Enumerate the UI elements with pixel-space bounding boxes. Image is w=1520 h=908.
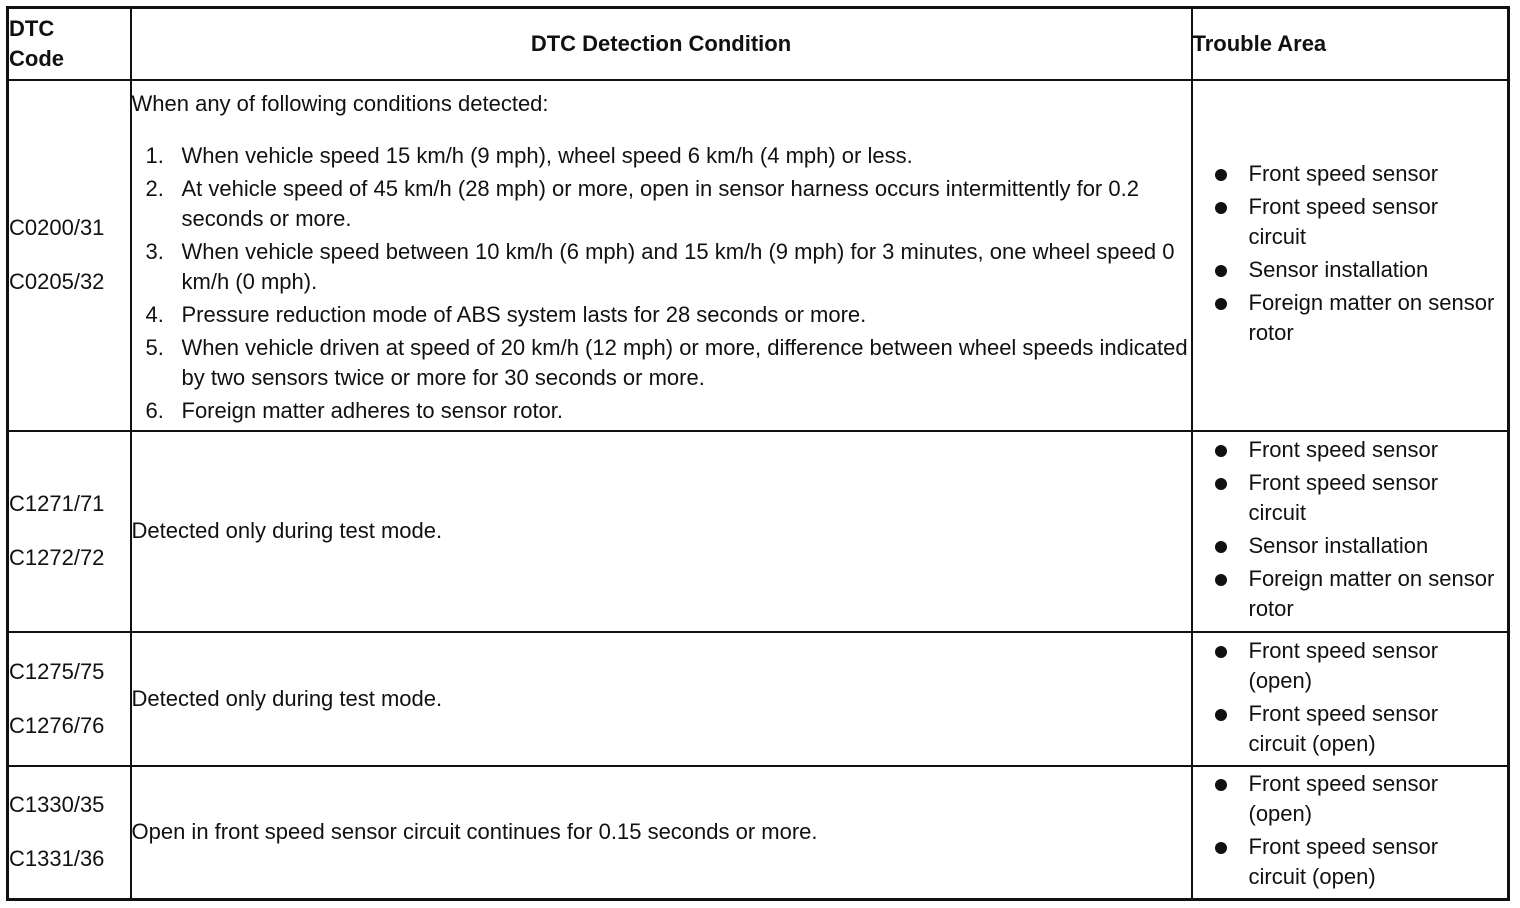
bullet-dot-icon: [1215, 574, 1227, 586]
dtc-code: C1275/75: [9, 658, 105, 684]
dtc-code: C1276/76: [9, 712, 105, 738]
trouble-area-text: Front speed sensor: [1248, 437, 1439, 462]
trouble-area-text: Foreign matter on sensor rotor: [1248, 566, 1495, 621]
trouble-area-list: [1193, 769, 1508, 892]
trouble-area-item: [1193, 699, 1508, 759]
dtc-code: C1272/72: [9, 545, 105, 570]
trouble-area-item: [1193, 468, 1508, 528]
dtc-table: [6, 6, 1510, 901]
condition-number: 5.: [145, 334, 164, 360]
condition-number: 2.: [145, 175, 164, 201]
trouble-area-text: Front speed sensor (open): [1248, 637, 1439, 693]
trouble-area-cell: [1192, 766, 1509, 900]
bullet-dot-icon: [1215, 779, 1227, 791]
condition-text: When vehicle driven at speed of 20 km/h (12 mph) or more, difference between wheel speeds indicated by two sensors twice or more for 30 seconds or more.: [181, 334, 1188, 390]
detection-condition-cell: Detected only during test mode.: [131, 431, 1192, 632]
detection-condition-cell: Detected only during test mode.: [131, 632, 1192, 766]
condition-text: At vehicle speed of 45 km/h (28 mph) or more, open in sensor harness occurs intermittently for 0.2 seconds or more.: [181, 175, 1139, 231]
bullet-dot-icon: [1215, 842, 1227, 854]
table-row: [8, 431, 1509, 632]
dtc-code-cell: [8, 431, 131, 632]
trouble-area-list: [1193, 636, 1508, 759]
condition-item: [132, 141, 1191, 171]
dtc-code-cell: [8, 80, 131, 431]
trouble-area-text: Front speed sensor circuit (open): [1248, 834, 1439, 890]
table-row: [8, 80, 1509, 431]
dtc-code: C1330/35: [9, 792, 105, 818]
condition-item: [132, 396, 1191, 426]
bullet-dot-icon: [1215, 169, 1227, 181]
trouble-area-text: Sensor installation: [1248, 533, 1429, 558]
detection-condition-cell: [131, 80, 1192, 431]
trouble-area-item: [1193, 435, 1508, 465]
bullet-dot-icon: [1215, 298, 1227, 310]
trouble-area-item: [1193, 531, 1508, 561]
dtc-code: C0205/32: [9, 269, 105, 294]
condition-text: When vehicle speed 15 km/h (9 mph), wheel speed 6 km/h (4 mph) or less.: [181, 142, 913, 168]
bullet-dot-icon: [1215, 646, 1227, 658]
trouble-area-item: [1193, 288, 1508, 348]
condition-number: 3.: [145, 238, 164, 264]
dtc-code: C1331/36: [9, 846, 105, 872]
condition-item: [132, 237, 1191, 297]
bullet-dot-icon: [1215, 709, 1227, 721]
header-dtc-code: [8, 8, 131, 80]
trouble-area-text: Sensor installation: [1248, 257, 1429, 282]
header-dtc-code-line1: DTC: [9, 15, 55, 41]
condition-list: [132, 141, 1191, 426]
table-row: [8, 766, 1509, 900]
condition-text: Foreign matter adheres to sensor rotor.: [181, 397, 564, 423]
condition-number: 1.: [145, 142, 164, 168]
header-dtc-code-line2: Code: [9, 45, 64, 71]
detection-condition-cell: Open in front speed sensor circuit continues for 0.15 seconds or more.: [131, 766, 1192, 900]
trouble-area-text: Front speed sensor (open): [1248, 771, 1439, 827]
trouble-area-item: [1193, 159, 1508, 189]
condition-text: When vehicle speed between 10 km/h (6 mph) and 15 km/h (9 mph) for 3 minutes, one wheel speed 0 km/h (0 mph).: [181, 238, 1175, 294]
trouble-area-text: Front speed sensor circuit (open): [1248, 700, 1439, 756]
dtc-code-cell: [8, 632, 131, 766]
bullet-dot-icon: [1215, 265, 1227, 277]
condition-intro: When any of following conditions detected:: [131, 90, 549, 116]
trouble-area-list: [1193, 435, 1508, 624]
trouble-area-cell: [1192, 632, 1509, 766]
header-detection-condition: DTC Detection Condition: [131, 8, 1192, 80]
header-trouble-area: Trouble Area: [1192, 8, 1509, 80]
trouble-area-item: [1193, 832, 1508, 892]
bullet-dot-icon: [1215, 445, 1227, 457]
dtc-code: C0200/31: [9, 215, 105, 240]
trouble-area-text: Front speed sensor circuit: [1248, 470, 1439, 525]
trouble-area-text: Foreign matter on sensor rotor: [1248, 290, 1495, 345]
dtc-code-cell: [8, 766, 131, 900]
dtc-code: C1271/71: [9, 491, 105, 516]
trouble-area-item: [1193, 255, 1508, 285]
trouble-area-cell: [1192, 431, 1509, 632]
condition-number: 4.: [145, 301, 164, 327]
bullet-dot-icon: [1215, 478, 1227, 490]
condition-number: 6.: [145, 397, 164, 423]
table-row: [8, 632, 1509, 766]
condition-text: Pressure reduction mode of ABS system lasts for 28 seconds or more.: [181, 301, 867, 327]
condition-item: [132, 333, 1191, 393]
trouble-area-item: [1193, 192, 1508, 252]
table-header-row: [8, 8, 1509, 80]
bullet-dot-icon: [1215, 202, 1227, 214]
trouble-area-text: Front speed sensor: [1248, 161, 1439, 186]
trouble-area-item: [1193, 636, 1508, 696]
trouble-area-cell: [1192, 80, 1509, 431]
condition-item: [132, 174, 1191, 234]
trouble-area-text: Front speed sensor circuit: [1248, 194, 1439, 249]
bullet-dot-icon: [1215, 541, 1227, 553]
trouble-area-list: [1193, 159, 1508, 348]
trouble-area-item: [1193, 769, 1508, 829]
trouble-area-item: [1193, 564, 1508, 624]
condition-item: [132, 300, 1191, 330]
